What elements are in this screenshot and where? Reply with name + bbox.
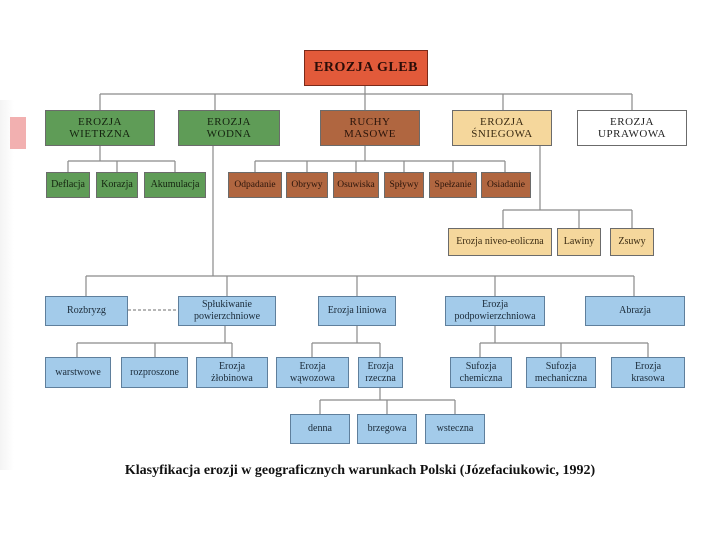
connector-water	[86, 146, 634, 296]
water-type: Erozja podpowierzchniowa	[445, 296, 545, 326]
connector-river	[320, 388, 455, 414]
category-tillage: EROZJA UPRAWOWA	[577, 110, 687, 146]
wind-type: Deflacja	[46, 172, 90, 198]
category-snow: EROZJA ŚNIEGOWA	[452, 110, 552, 146]
connector-linear	[312, 326, 380, 357]
water-type: Erozja liniowa	[318, 296, 396, 326]
connector-wash	[77, 326, 232, 357]
river-type: wsteczna	[425, 414, 485, 444]
wind-type: Korazja	[96, 172, 138, 198]
mass-type: Odpadanie	[228, 172, 282, 198]
river-type: denna	[290, 414, 350, 444]
wash-type: warstwowe	[45, 357, 111, 388]
snow-type: Erozja niveo-eoliczna	[448, 228, 552, 256]
category-mass: RUCHY MASOWE	[320, 110, 420, 146]
snow-type: Zsuwy	[610, 228, 654, 256]
mass-type: Spełzanie	[429, 172, 477, 198]
subsurface-type: Sufozja mechaniczna	[526, 357, 596, 388]
connector-subsurface	[480, 326, 648, 357]
connector-mass	[255, 146, 505, 172]
subsurface-type: Erozja krasowa	[611, 357, 685, 388]
mass-type: Osuwiska	[333, 172, 379, 198]
category-wind: EROZJA WIETRZNA	[45, 110, 155, 146]
wash-type: rozproszone	[121, 357, 188, 388]
mass-type: Osiadanie	[481, 172, 531, 198]
root-node: EROZJA GLEB	[304, 50, 428, 86]
connector-root	[100, 86, 632, 110]
linear-type: Erozja wąwozowa	[276, 357, 349, 388]
connector-wind	[68, 146, 175, 172]
mass-type: Spływy	[384, 172, 424, 198]
snow-type: Lawiny	[557, 228, 601, 256]
category-water: EROZJA WODNA	[178, 110, 280, 146]
river-type: brzegowa	[357, 414, 417, 444]
mass-type: Obrywy	[286, 172, 328, 198]
subsurface-type: Sufozja chemiczna	[450, 357, 512, 388]
diagram-caption: Klasyfikacja erozji w geograficznych warunkach Polski (Józefaciukowic, 1992)	[124, 463, 596, 478]
wind-type: Akumulacja	[144, 172, 206, 198]
wash-type: Erozja żłobinowa	[196, 357, 268, 388]
linear-type: Erozja rzeczna	[358, 357, 403, 388]
water-type: Spłukiwanie powierzchniowe	[178, 296, 276, 326]
water-type: Abrazja	[585, 296, 685, 326]
water-type: Rozbryzg	[45, 296, 128, 326]
